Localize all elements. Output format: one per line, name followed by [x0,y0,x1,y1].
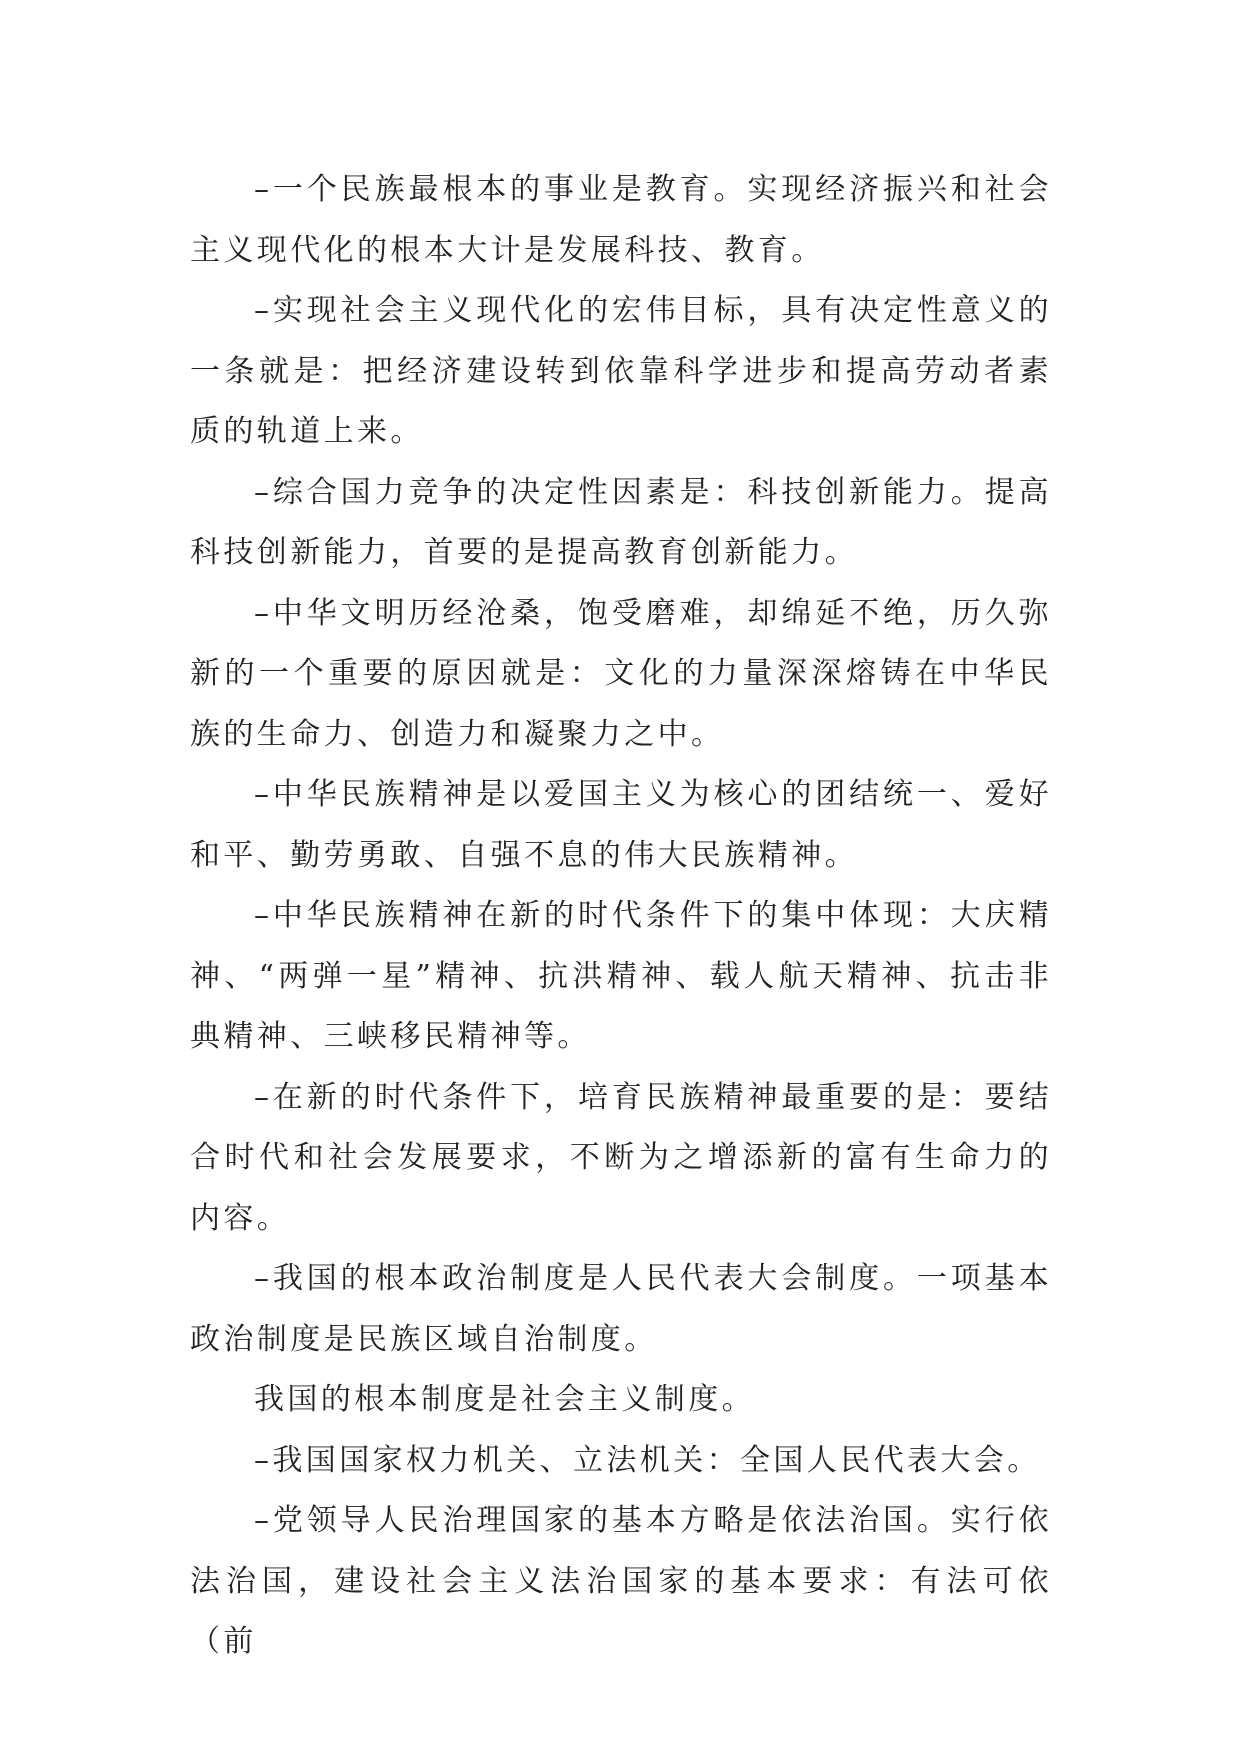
paragraph-5: –中华民族精神是以爱国主义为核心的团结统一、爱好和平、勤劳勇敢、自强不息的伟大民族精神。 [190,777,1052,873]
paragraph-4: –中华文明历经沧桑，饱受磨难，却绵延不绝，历久弥新的一个重要的原因就是：文化的力量深深熔铸在中华民族的生命力、创造力和凝聚力之中。 [190,595,1052,752]
paragraph-7: –在新的时代条件下，培育民族精神最重要的是：要结合时代和社会发展要求，不断为之增添新的富有生命力的内容。 [190,1079,1052,1236]
paragraph-9: 我国的根本制度是社会主义制度。 [254,1382,755,1417]
paragraph-11: –党领导人民治理国家的基本方略是依法治国。实行依法治国，建设社会主义法治国家的基本要求：有法可依（前 [190,1503,1052,1659]
paragraph-1: –一个民族最根本的事业是教育。实现经济振兴和社会主义现代化的根本大计是发展科技、教育。 [190,172,1052,268]
paragraph-6: –中华民族精神在新的时代条件下的集中体现：大庆精神、“两弹一星”精神、抗洪精神、载人航天精神、抗击非典精神、三峡移民精神等。 [190,898,1052,1054]
paragraph-3: –综合国力竞争的决定性因素是：科技创新能力。提高科技创新能力，首要的是提高教育创新能力。 [190,474,1052,570]
paragraph-10: –我国国家权力机关、立法机关：全国人民代表大会。 [254,1442,1041,1478]
paragraph-2: –实现社会主义现代化的宏伟目标，具有决定性意义的一条就是：把经济建设转到依靠科学进步和提高劳动者素质的轨道上来。 [190,293,1052,449]
document-body [190,160,1052,1673]
paragraph-8: –我国的根本政治制度是人民代表大会制度。一项基本政治制度是民族区域自治制度。 [190,1261,1052,1357]
